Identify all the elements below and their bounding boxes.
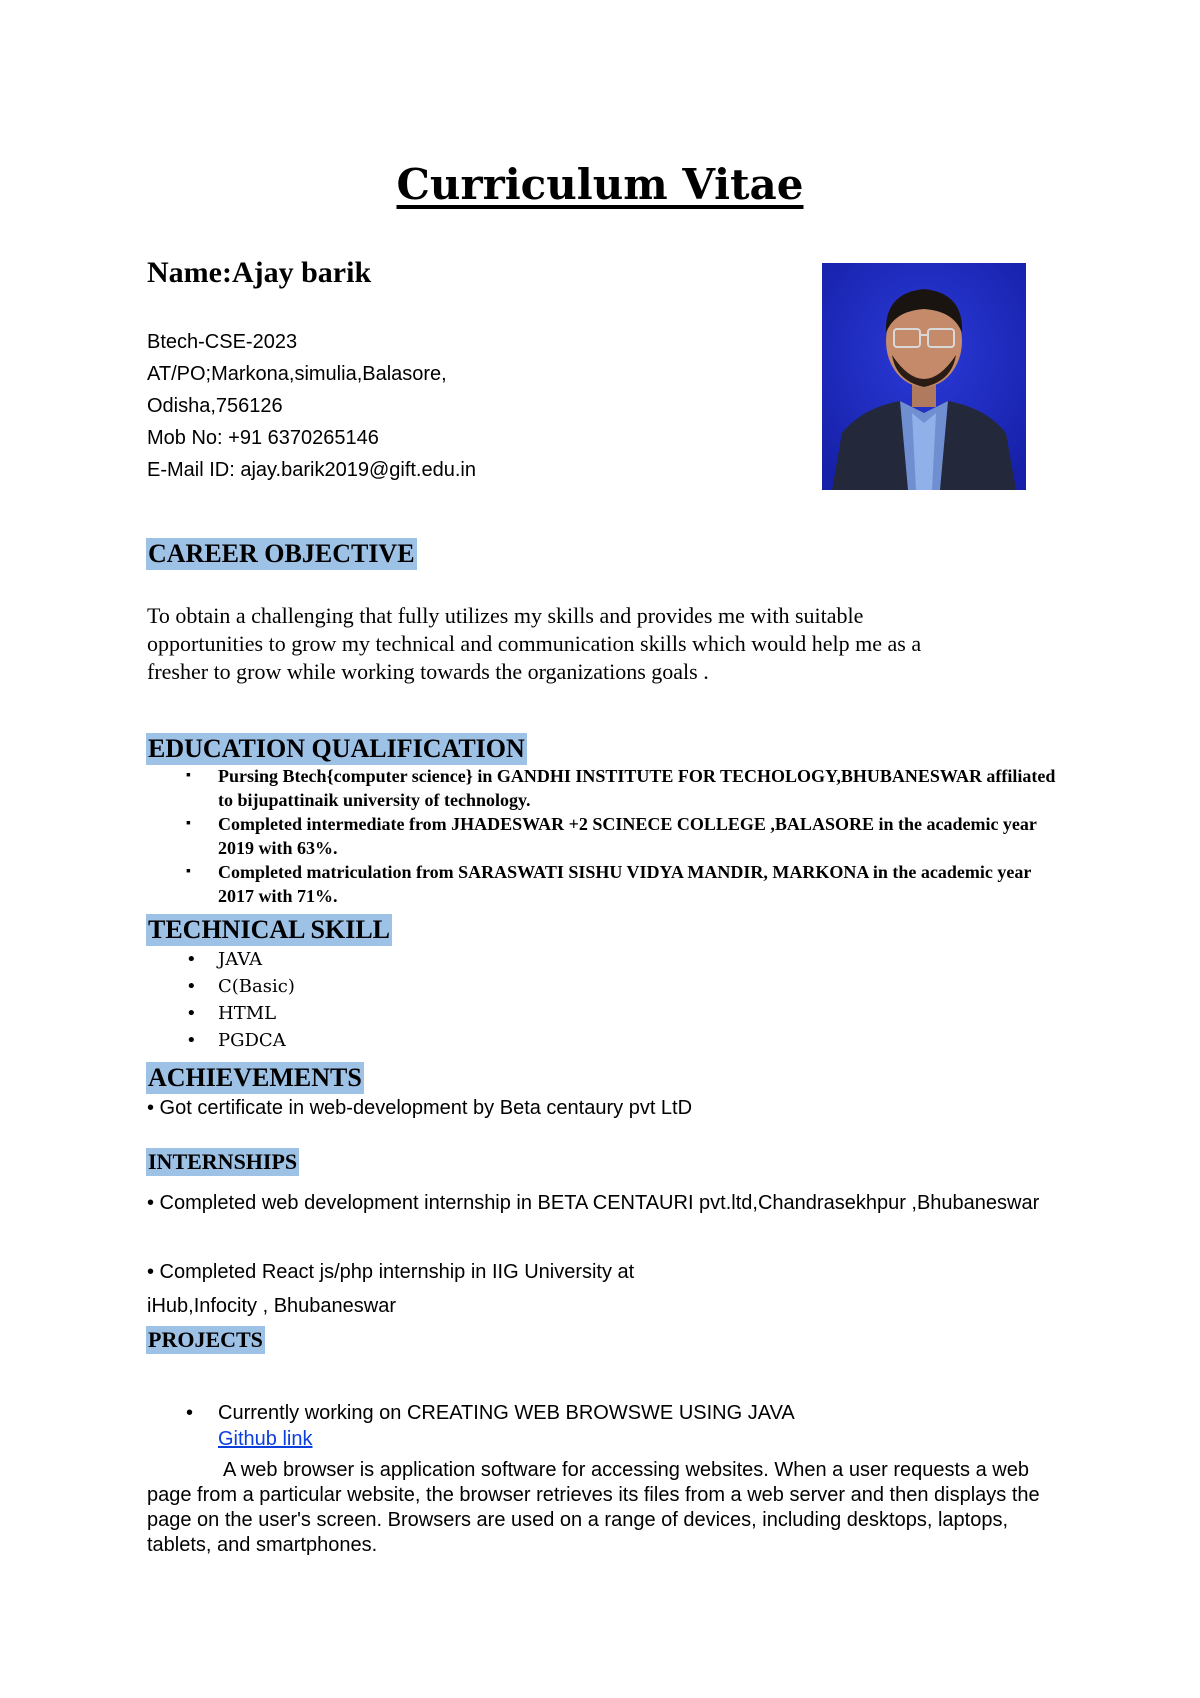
contact-block bbox=[147, 326, 476, 486]
career-line: opportunities to grow my technical and communication skills which would help me as a bbox=[147, 631, 922, 656]
list-item: ▪ Completed matriculation from SARASWATI SISHU VIDYA MANDIR, MARKONA in the academic year 2017 with 71%. bbox=[186, 860, 1066, 908]
document-title-text: Curriculum Vitae bbox=[396, 160, 804, 209]
career-line: To obtain a challenging that fully utilizes my skills and provides me with suitable bbox=[147, 603, 864, 628]
achievement-item: • Got certificate in web-development by Beta centaury pvt LtD bbox=[147, 1097, 693, 1119]
document-title bbox=[0, 160, 1200, 209]
internships-heading: INTERNSHIPS bbox=[148, 1149, 298, 1174]
address-line: AT/PO;Markona,simulia,Balasore, bbox=[147, 363, 447, 385]
career-objective-heading: CAREER OBJECTIVE bbox=[148, 539, 415, 568]
state-pin-line: Odisha,756126 bbox=[147, 395, 283, 417]
project-description bbox=[147, 1458, 1067, 1558]
degree-line: Btech-CSE-2023 bbox=[147, 331, 298, 353]
list-item: • JAVA bbox=[186, 946, 295, 973]
career-objective-text bbox=[147, 602, 1067, 686]
projects-heading: PROJECTS bbox=[148, 1327, 263, 1352]
mobile-line: Mob No: +91 6370265146 bbox=[147, 427, 379, 449]
internship-item: • Completed web development internship in BETA CENTAURI pvt.ltd,Chandrasekhpur ,Bhubaneswar bbox=[147, 1192, 1040, 1214]
list-item: • C(Basic) bbox=[186, 973, 295, 1000]
candidate-name: Name:Ajay barik bbox=[147, 256, 372, 289]
career-line: fresher to grow while working towards the organizations goals . bbox=[147, 659, 709, 684]
project-item bbox=[186, 1400, 795, 1452]
profile-photo-image bbox=[822, 263, 1026, 490]
list-item: ▪ Completed intermediate from JHADESWAR +2 SCINECE COLLEGE ,BALASORE in the academic year 2019 with 63%. bbox=[186, 812, 1066, 860]
profile-photo bbox=[822, 263, 1026, 490]
email-line: E-Mail ID: ajay.barik2019@gift.edu.in bbox=[147, 459, 476, 481]
internship-item: • Completed React js/php internship in IIG University at bbox=[147, 1261, 635, 1283]
technical-skill-heading: TECHNICAL SKILL bbox=[148, 915, 391, 944]
list-item: • HTML bbox=[186, 1000, 295, 1027]
list-item: ▪ Pursing Btech{computer science} in GANDHI INSTITUTE FOR TECHOLOGY,BHUBANESWAR affiliated to bijupattinaik university of technology. bbox=[186, 764, 1066, 812]
github-link[interactable]: Github link bbox=[218, 1428, 313, 1450]
education-heading: EDUCATION QUALIFICATION bbox=[148, 734, 525, 763]
education-list bbox=[186, 764, 1066, 908]
project-title: Currently working on CREATING WEB BROWSWE USING JAVA bbox=[218, 1402, 795, 1424]
list-item: • PGDCA bbox=[186, 1027, 295, 1054]
bullet-icon: • bbox=[186, 1402, 194, 1424]
internship-item-continued: iHub,Infocity , Bhubaneswar bbox=[147, 1295, 397, 1317]
skills-list bbox=[186, 946, 295, 1054]
achievements-heading: ACHIEVEMENTS bbox=[148, 1063, 362, 1092]
project-description-text: A web browser is application software for accessing websites. When a user requests a web page from a particular website, the browser retrieves its files from a web server and then displays the page on the user's screen. Browsers are used on a range of devices, including desktops, laptops, tablets, and smartphones. bbox=[147, 1459, 1040, 1556]
